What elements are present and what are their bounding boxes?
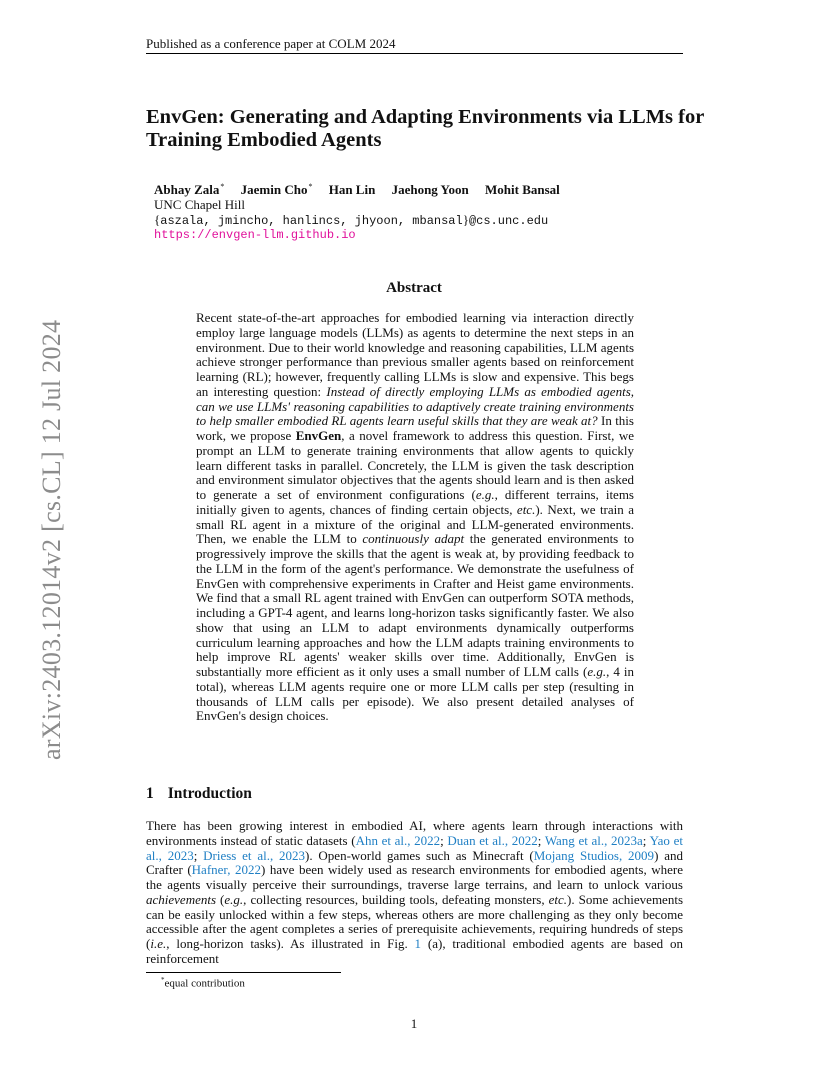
affiliation: UNC Chapel Hill [154, 197, 245, 212]
author-emails: {aszala, jmincho, hanlincs, jhyoon, mbansal}@cs.unc.edu [154, 212, 549, 228]
citation-link[interactable]: Duan et al., 2022 [447, 832, 538, 848]
citation-link[interactable]: Wang et al., 2023a [544, 832, 643, 848]
paper-title: EnvGen: Generating and Adapting Environments via LLMs for Training Embodied Agents [146, 106, 704, 151]
abstract-text: Recent state-of-the-art approaches for embodied learning via interaction directly employ large language models (LLMs) as agents to determine the next steps in an environment. Due to their world knowledge and reasoning capabilities, LLM agents achieve stronger performance than previous smaller agents based on reinforcement learning (RL); however, frequently calling LLMs is slow and expensive. This begs an interesting question: Instead of directly employing LLMs as embodied agents, can we use LLMs' reasoning capabilities to adaptively create training environments to help smaller embodied RL agents learn useful skills that they are weak at? In this work, we propose EnvGen, a novel framework to address this question. First, we prompt an LLM to generate training environments that allow agents to quickly learn different tasks in parallel. Concretely, the LLM is given the task description and environment simulator objectives that the agents should learn and is then asked to generate a set of environment configurations (e.g., different terrains, items initially given to agents, chances of finding certain objects, etc.). Next, we train a small RL agent in a mixture of the original and LLM-generated environments. Then, we enable the LLM to continuously adapt the generated environments to progressively improve the skills that the agent is weak at, by providing feedback to the LLM in the form of the agent's performance. We demonstrate the usefulness of EnvGen with comprehensive experiments in Crafter and Heist game environments. We find that a small RL agent trained with EnvGen can outperform SOTA methods, including a GPT-4 agent, and learns long-horizon tasks significantly faster. We also show that using an LLM to adapt environments dynamically outperforms curriculum learning approaches and how the LLM adapts training environments to help improve RL agents' weaker skills over time. Additionally, EnvGen is substantially more efficient as it only uses a small number of LLM calls (e.g., 4 in total), whereas LLM agents require one or more LLM calls per step (resulting in thousands of LLM calls per episode). We also present detailed analyses of EnvGen's design choices. [196, 310, 635, 724]
header-rule [146, 53, 683, 54]
author-list [154, 182, 573, 198]
author-name: Mohit Bansal [485, 182, 560, 198]
page-number: 1 [410, 1016, 418, 1031]
author-name: Abhay Zala* [154, 182, 225, 198]
footnote: *equal contribution [161, 976, 245, 990]
footnote-rule [146, 972, 341, 973]
introduction-text: There has been growing interest in embodied AI, where agents learn through interactions with environments instead of static datasets (Ahn et al., 2022; Duan et al., 2022; Wang et al., 2023a; Yao et al., 2023; Driess et al., 2023). Open-world games such as Minecraft (Mojang Studios, 2009) and Crafter (Hafner, 2022) have been widely used as research environments for embodied agents, where the agents visually perceive their surroundings, traverse large terrains, and learn to unlock various achievements (e.g., collecting resources, building tools, defeating monsters, etc.). Some achievements can be easily unlocked within a few steps, whereas others are more challenging as they only become accessible after the agent completes a series of prerequisite achievements, requiring hundreds of steps (i.e., long-horizon tasks). As illustrated in Fig. 1 (a), traditional embodied agents are based on reinforcement [146, 818, 683, 966]
author-name: Han Lin [328, 182, 376, 198]
citation-link[interactable]: Hafner, 2022 [191, 862, 262, 878]
abstract-heading: Abstract [386, 280, 442, 296]
citation-link[interactable]: Yao et al., 2023 [146, 832, 683, 863]
author-name: Jaemin Cho* [240, 182, 313, 198]
arxiv-identifier-stamp: arXiv:2403.12014v2 [cs.CL] 12 Jul 2024 [37, 319, 66, 760]
project-url-link[interactable]: https://envgen-llm.github.io [154, 228, 356, 242]
running-header: Published as a conference paper at COLM 2024 [146, 36, 396, 51]
citation-link[interactable]: Driess et al., 2023 [203, 847, 306, 863]
citation-link[interactable]: Ahn et al., 2022 [355, 832, 441, 848]
figure-reference-link[interactable]: 1 [414, 936, 422, 951]
author-name: Jaehong Yoon [391, 182, 469, 198]
section-heading: 1 Introduction [146, 785, 252, 802]
citation-link[interactable]: Mojang Studios, 2009 [533, 847, 655, 863]
